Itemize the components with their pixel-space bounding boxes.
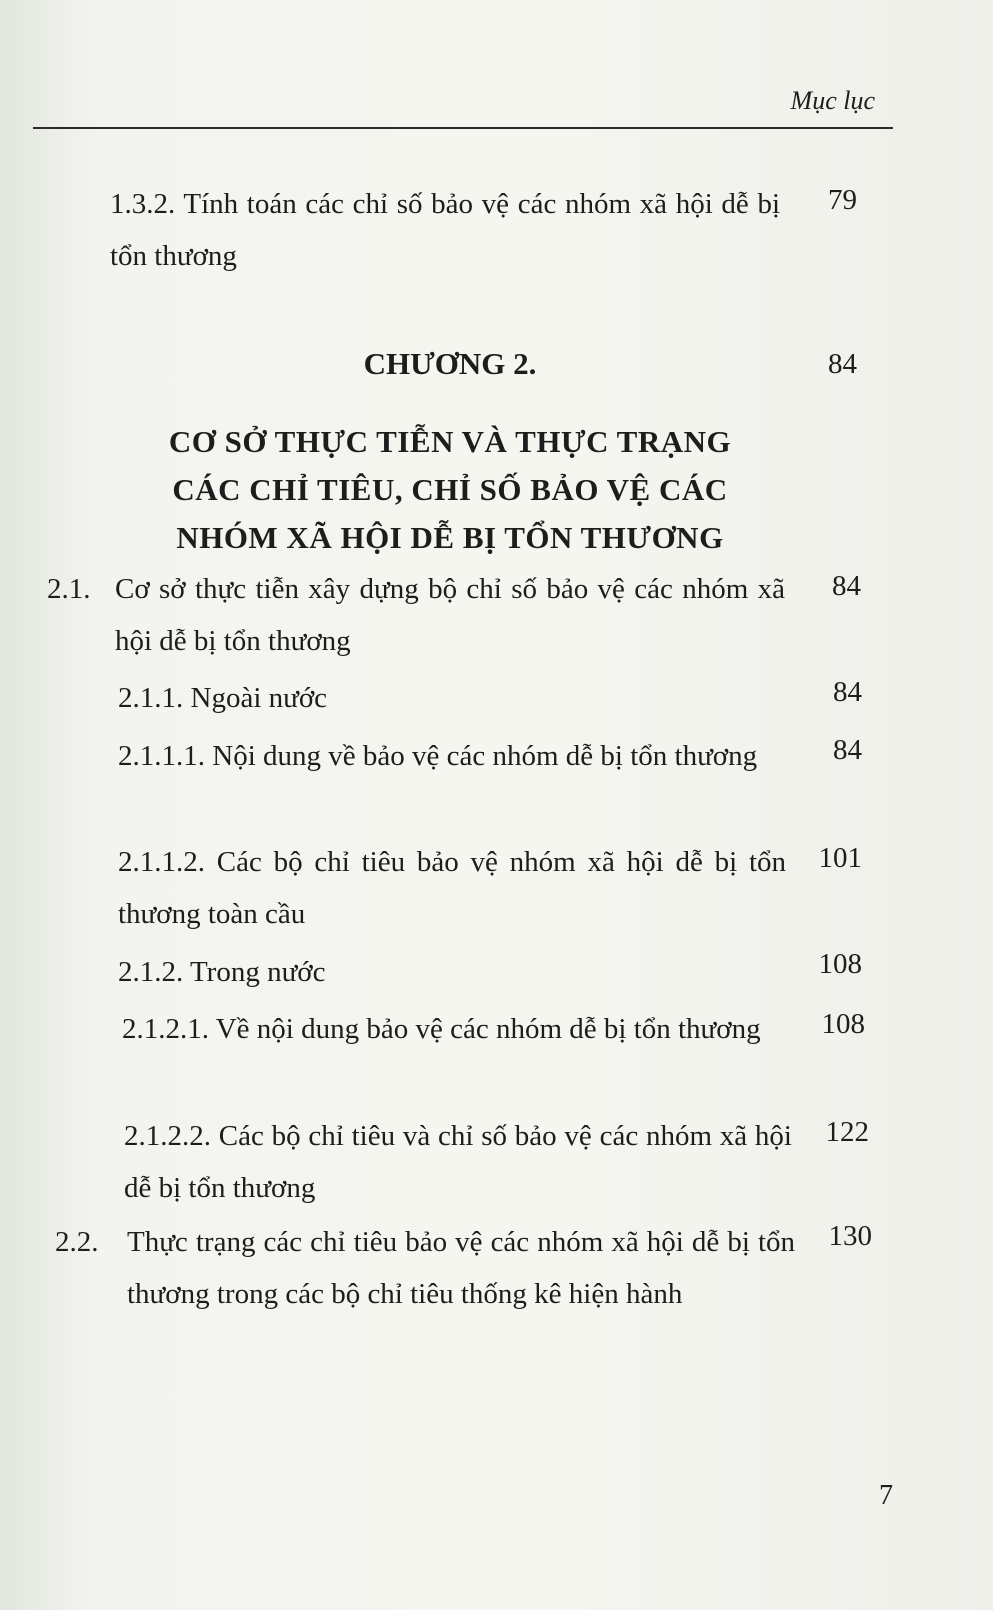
toc-page-2-1-2-1: 108 <box>821 1008 865 1040</box>
toc-entry-text: 1.3.2. Tính toán các chỉ số bảo vệ các nhóm xã hội dễ bị tổn thương <box>110 188 780 272</box>
toc-entry-number: 2.1. <box>47 573 91 605</box>
toc-page-2-2: 130 <box>828 1220 872 1252</box>
toc-entry-text: Cơ sở thực tiễn xây dựng bộ chỉ số bảo vệ các nhóm xã hội dễ bị tổn thương <box>115 573 785 657</box>
chapter-heading[interactable]: CHƯƠNG 2. <box>363 346 537 381</box>
chapter-title-line: NHÓM XÃ HỘI DỄ BỊ TỔN THƯƠNG <box>176 520 724 555</box>
toc-page-2-1-1: 84 <box>833 676 862 708</box>
toc-page-2-1-2: 108 <box>818 948 862 980</box>
chapter-title <box>118 418 782 562</box>
toc-entry-text: 2.1.2. Trong nước <box>118 956 326 988</box>
toc-page-chapter-2: 84 <box>828 348 857 380</box>
chapter-title-line: CƠ SỞ THỰC TIỄN VÀ THỰC TRẠNG <box>168 424 732 459</box>
header-rule <box>33 127 893 129</box>
toc-entry-text: 2.1.1. Ngoài nước <box>118 682 328 714</box>
toc-entry-text: 2.1.1.2. Các bộ chỉ tiêu bảo vệ nhóm xã hội dễ bị tổn thương toàn cầu <box>118 846 786 930</box>
toc-page-2-1-1-2: 101 <box>818 842 862 874</box>
toc-entry-text: 2.1.1.1. Nội dung về bảo vệ các nhóm dễ bị tổn thương <box>118 740 758 772</box>
chapter-title-line: CÁC CHỈ TIÊU, CHỈ SỐ BẢO VỆ CÁC <box>172 472 728 507</box>
toc-entry-text: 2.1.2.2. Các bộ chỉ tiêu và chỉ số bảo vệ các nhóm xã hội dễ bị tổn thương <box>124 1120 792 1204</box>
toc-page-2-1-2-2: 122 <box>825 1116 869 1148</box>
toc-page-2-1: 84 <box>832 570 861 602</box>
toc-page-2-1-1-1: 84 <box>833 734 862 766</box>
toc-page-1-3-2: 79 <box>828 184 857 216</box>
running-header-title: Mục lục <box>790 86 875 115</box>
toc-entry-text: 2.1.2.1. Về nội dung bảo vệ các nhóm dễ bị tổn thương <box>122 1013 761 1045</box>
toc-entry-number: 2.2. <box>55 1226 99 1258</box>
page-number: 7 <box>879 1480 893 1511</box>
toc-entry-text: Thực trạng các chỉ tiêu bảo vệ các nhóm xã hội dễ bị tổn thương trong các bộ chỉ tiêu thống kê hiện hành <box>127 1226 795 1310</box>
